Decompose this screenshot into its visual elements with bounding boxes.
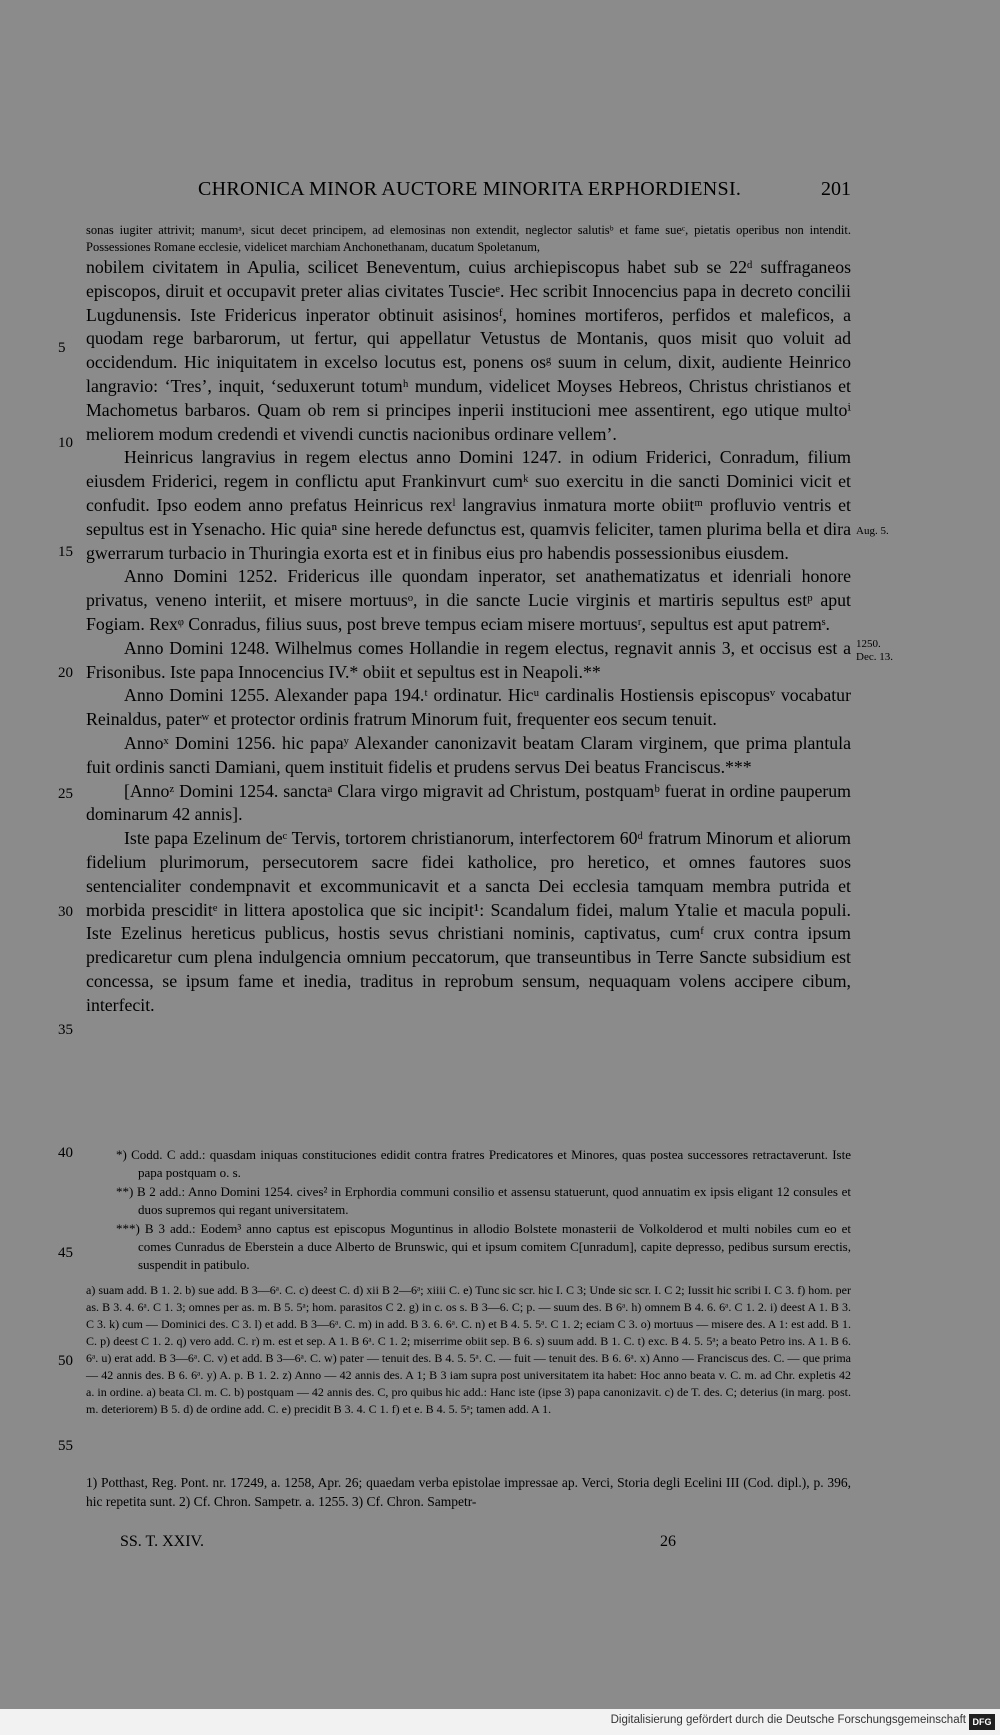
footnotes (86, 1146, 851, 1275)
references-text: 1) Potthast, Reg. Pont. nr. 17249, a. 1258, Apr. 26; quaedam verba epistolae impressae ap. Verci, Storia degli Ecelini III (Cod. dipl.), p. 396, hic repetita sunt. 2) Cf. Chron. Sampetr. a. 1255. 3) Cf. Chron. Sampetr- (86, 1475, 851, 1509)
page-number: 201 (821, 178, 851, 200)
running-head (86, 178, 851, 204)
footnote (86, 1183, 851, 1219)
footnote (86, 1146, 851, 1182)
line-number: 30 (58, 904, 73, 920)
footer-bar (0, 1709, 1000, 1735)
signature-mark: SS. T. XXIV. (120, 1533, 205, 1550)
footnote-text: B 3 add.: Eodem³ anno captus est episcopus Moguntinus in allodio Bolstete monasterii de Volkolderod et multi nobiles cum eo et comes Cunradus de Eberstein a duce Alberto de Brunswic, qui et ipsum comitem C[unradum], capite depresso, pedibus sursum erectis, suspendit in patibulo. (138, 1221, 852, 1272)
body-paragraph: Iste papa Ezelinum deᶜ Tervis, tortorem christianorum, interfectorem 60ᵈ fratrum Minorum et aliorum fidelium plurimorum, persecutorem sacre fidei katholice, pro heretico, et omnes fautores suos sentencialiter condempnavit et excommunicavit et a sancta Dei ecclesia tamquam membra putrida et morbida presciditᵉ in littera apostolica que sic incipit¹: Scandalum fidei, malum Ytalie et macula populi. Iste Ezelinus hereticus publicus, hostis sevus christiani nominis, captivatus, cumᶠ crux contra ipsum predicaretur cum plena indulgencia omnium peccatorum, que transeuntibus in Terre Sancte subsidium est concessa, se ipsum fame et inedia, traditus in reprobum sensum, nequaquam volens accipere cibum, interfecit. (86, 828, 851, 1015)
body-paragraph: Heinricus langravius in regem electus anno Domini 1247. in odium Friderici, Conradum, filium eiusdem Friderici, regem in conflictu aput Frankinvurt cumᵏ suo exercitu in die sancti Dominici vicit et confudit. Ipso eodem anno prefatus Heinricus rexˡ langravius inmatura morte obiitᵐ profluvio ventris et sepultus est in Ysenacho. Hic quiaⁿ sine herede defunctus est, quamvis feliciter, tamen plurima bella et dira gwerrarum turbacio in Thuringia exorta est et in finibus eius pro habendis possessionibus eiusdem. (86, 447, 851, 563)
references (86, 1473, 851, 1511)
line-number: 45 (58, 1245, 73, 1261)
line-number: 50 (58, 1353, 73, 1369)
body-paragraph: Annoˣ Domini 1256. hic papaʸ Alexander canonizavit beatam Claram virginem, que prima plantula fuit ordinis sancti Damiani, quem instituit fidelis et prudens servus Dei beatus Franciscus.*** (86, 732, 851, 777)
footnote-mark: *) (116, 1147, 127, 1162)
footnote-text: Codd. C add.: quasdam iniquas constituciones edidit contra fratres Predicatores et Minores, quas postea successores retractaverunt. Iste papa postquam o. s. (131, 1147, 851, 1180)
line-number: 55 (58, 1438, 73, 1454)
funding-credit: Digitalisierung gefördert durch die Deutsche Forschungsgemeinschaft (610, 1714, 966, 1726)
line-number: 15 (58, 544, 73, 560)
body-paragraph: Anno Domini 1255. Alexander papa 194.ᵗ ordinatur. Hicᵘ cardinalis Hostiensis episcopusᵛ vocabatur Reinaldus, paterʷ et protector ordinis fratrum Minorum fuit, frequenter eos secum tenuit. (86, 685, 851, 730)
footnote-mark: **) (116, 1184, 134, 1199)
body-paragraph: Anno Domini 1252. Fridericus ille quondam inperator, set anathematizatus et idenriali honore privatus, veneno interiit, et misere mortuusᵒ, in die sancte Lucie virginis et martiris sepultus estᵖ aput Fogiam. Rexᵠ Conradus, filius suus, post breve tempus eciam misere mortuusʳ, sepultus est aput patremˢ. (86, 566, 851, 634)
margin-date: 1250. Dec. 13. (856, 638, 893, 663)
top-note-line: sonas iugiter attrivit; manumᵃ, sicut decet principem, ad elemosinas non extendit, neglector salutisᵇ et fame sueᶜ, pietatis operibus non intendit. Possessiones Romane ecclesie, videlicet marchiam Anchonethanam, ducatum Spoletanum, (86, 223, 851, 254)
sheet-number: 26 (660, 1533, 676, 1550)
footnote (86, 1220, 851, 1274)
apparatus-text: a) suam add. B 1. 2. b) sue add. B 3—6ᵃ. C. c) deest C. d) xii B 2—6ᵃ; xiiii C. e) Tunc sic scr. hic I. C 3; Unde sic scr. I. C 2; Iussit hic scribi I. C 3. f) hom. per as. B 3. 4. 6ᵃ. C 1. 3; omnes per as. m. B 5. 5ᵃ; hom. parasitos C 2. g) in c. os s. B 3—6. C; p. — suum des. B 6ᵃ. h) omnem B 4. 6. 6ᵃ. C 1. 2. i) deest A 1. B 3. C 3. k) cum — Dominici des. C 3. l) et add. B 3—6ᵃ. C. m) in add. B 3. 6. 6ᵃ. C. n) et B 4. 5. 5ᵃ. C 1. 2; eciam C 3. o) mortuus — misere des. A 1: est add. B 1. C. p) deest C 1. 2. q) vero add. C. r) m. est et sep. A 1. B 6ᵃ. C 1. 2; miserrime obiit sep. B 6. s) suum add. B 1. C. t) exc. B 4. 5. 5ᵃ; a beato Petro ins. A 1. B 6. 6ᵃ. u) erat add. B 3—6ᵃ. C. v) et add. B 3—6ᵃ. C. w) pater — tenuit des. B 4. 5. 5ᵃ. C. — fuit — tenuit des. B 6. 6ᵃ. x) Anno — Franciscus des. C. — que prima — 42 annis des. B 6. 6ᵃ. y) A. p. B 1. 2. z) Anno — 42 annis des. A 1; B 3 iam supra post universitatem ita habet: Hoc anno beata v. C. m. ad Chr. expletis 42 a. in ordine. a) beata Cl. m. C. b) postquam — 42 annis des. C, pro quibus hic add.: Hanc iste (ipse 3) papa canonizavit. c) de T. des. C; deterius (in marg. post. m. deteriorem) B 5. d) de ordine add. C. e) precidit B 3. 4. C 1. f) et e. B 4. 5. 5ᵃ; tamen add. A 1. (86, 1283, 851, 1416)
main-text (86, 256, 851, 1018)
top-notes (86, 222, 851, 256)
running-title: CHRONICA MINOR AUCTORE MINORITA ERPHORDIENSI. (198, 178, 742, 200)
line-number: 35 (58, 1022, 73, 1038)
line-number: 25 (58, 786, 73, 802)
line-number: 10 (58, 435, 73, 451)
line-number: 5 (58, 340, 66, 356)
dfg-logo: DFG (969, 1714, 995, 1730)
body-paragraph: Anno Domini 1248. Wilhelmus comes Hollandie in regem electus, regnavit annis 3, et occisus est a Frisonibus. Iste papa Innocencius IV.* obiit et sepultus est in Neapoli.** (86, 637, 851, 682)
margin-date: Aug. 5. (856, 525, 889, 537)
body-paragraph: nobilem civitatem in Apulia, scilicet Beneventum, cuius archiepiscopus habet sub se 22ᵈ suffraganeos episcopos, diruit et occupavit preter alias civitates Tuscieᵉ. Hec scribit Innocencius papa in decreto concilii Lugdunensis. Iste Fridericus inperator obtinuit asisinosᶠ, homines mortiferos, perfidos et maleficos, a quodam rege barbarorum, ut fertur, qui appellatur Vetustus de Montanis, quos misit quo voluit ad occidendum. Hic iniquitatem in excelso locutus est, ponens osᵍ suum in celum, dixit, audiente Heinrico langravio: ‘Tres’, inquit, ‘seduxerunt totumʰ mundum, videlicet Moyses Hebreos, Christus christianos et Machometus barbaros. Quam ob rem si principes inperii institucioni mee assentirent, ego utique multoⁱ meliorem modum credendi et vivendi cunctis nacionibus ordinare vellem’. (86, 257, 851, 444)
footnote-text: B 2 add.: Anno Domini 1254. cives² in Erphordia communi consilio et assensu statuerunt, quod annuatim ex ipsis eligant 12 consules et duos supremos qui regant universitatem. (137, 1184, 852, 1217)
line-number: 20 (58, 665, 73, 681)
footnote-mark: ***) (116, 1221, 140, 1236)
line-number: 40 (58, 1145, 73, 1161)
body-paragraph: [Annoᶻ Domini 1254. sanctaᵃ Clara virgo migravit ad Christum, postquamᵇ fuerat in ordine pauperum dominarum 42 annis]. (86, 780, 851, 825)
critical-apparatus (86, 1282, 851, 1418)
